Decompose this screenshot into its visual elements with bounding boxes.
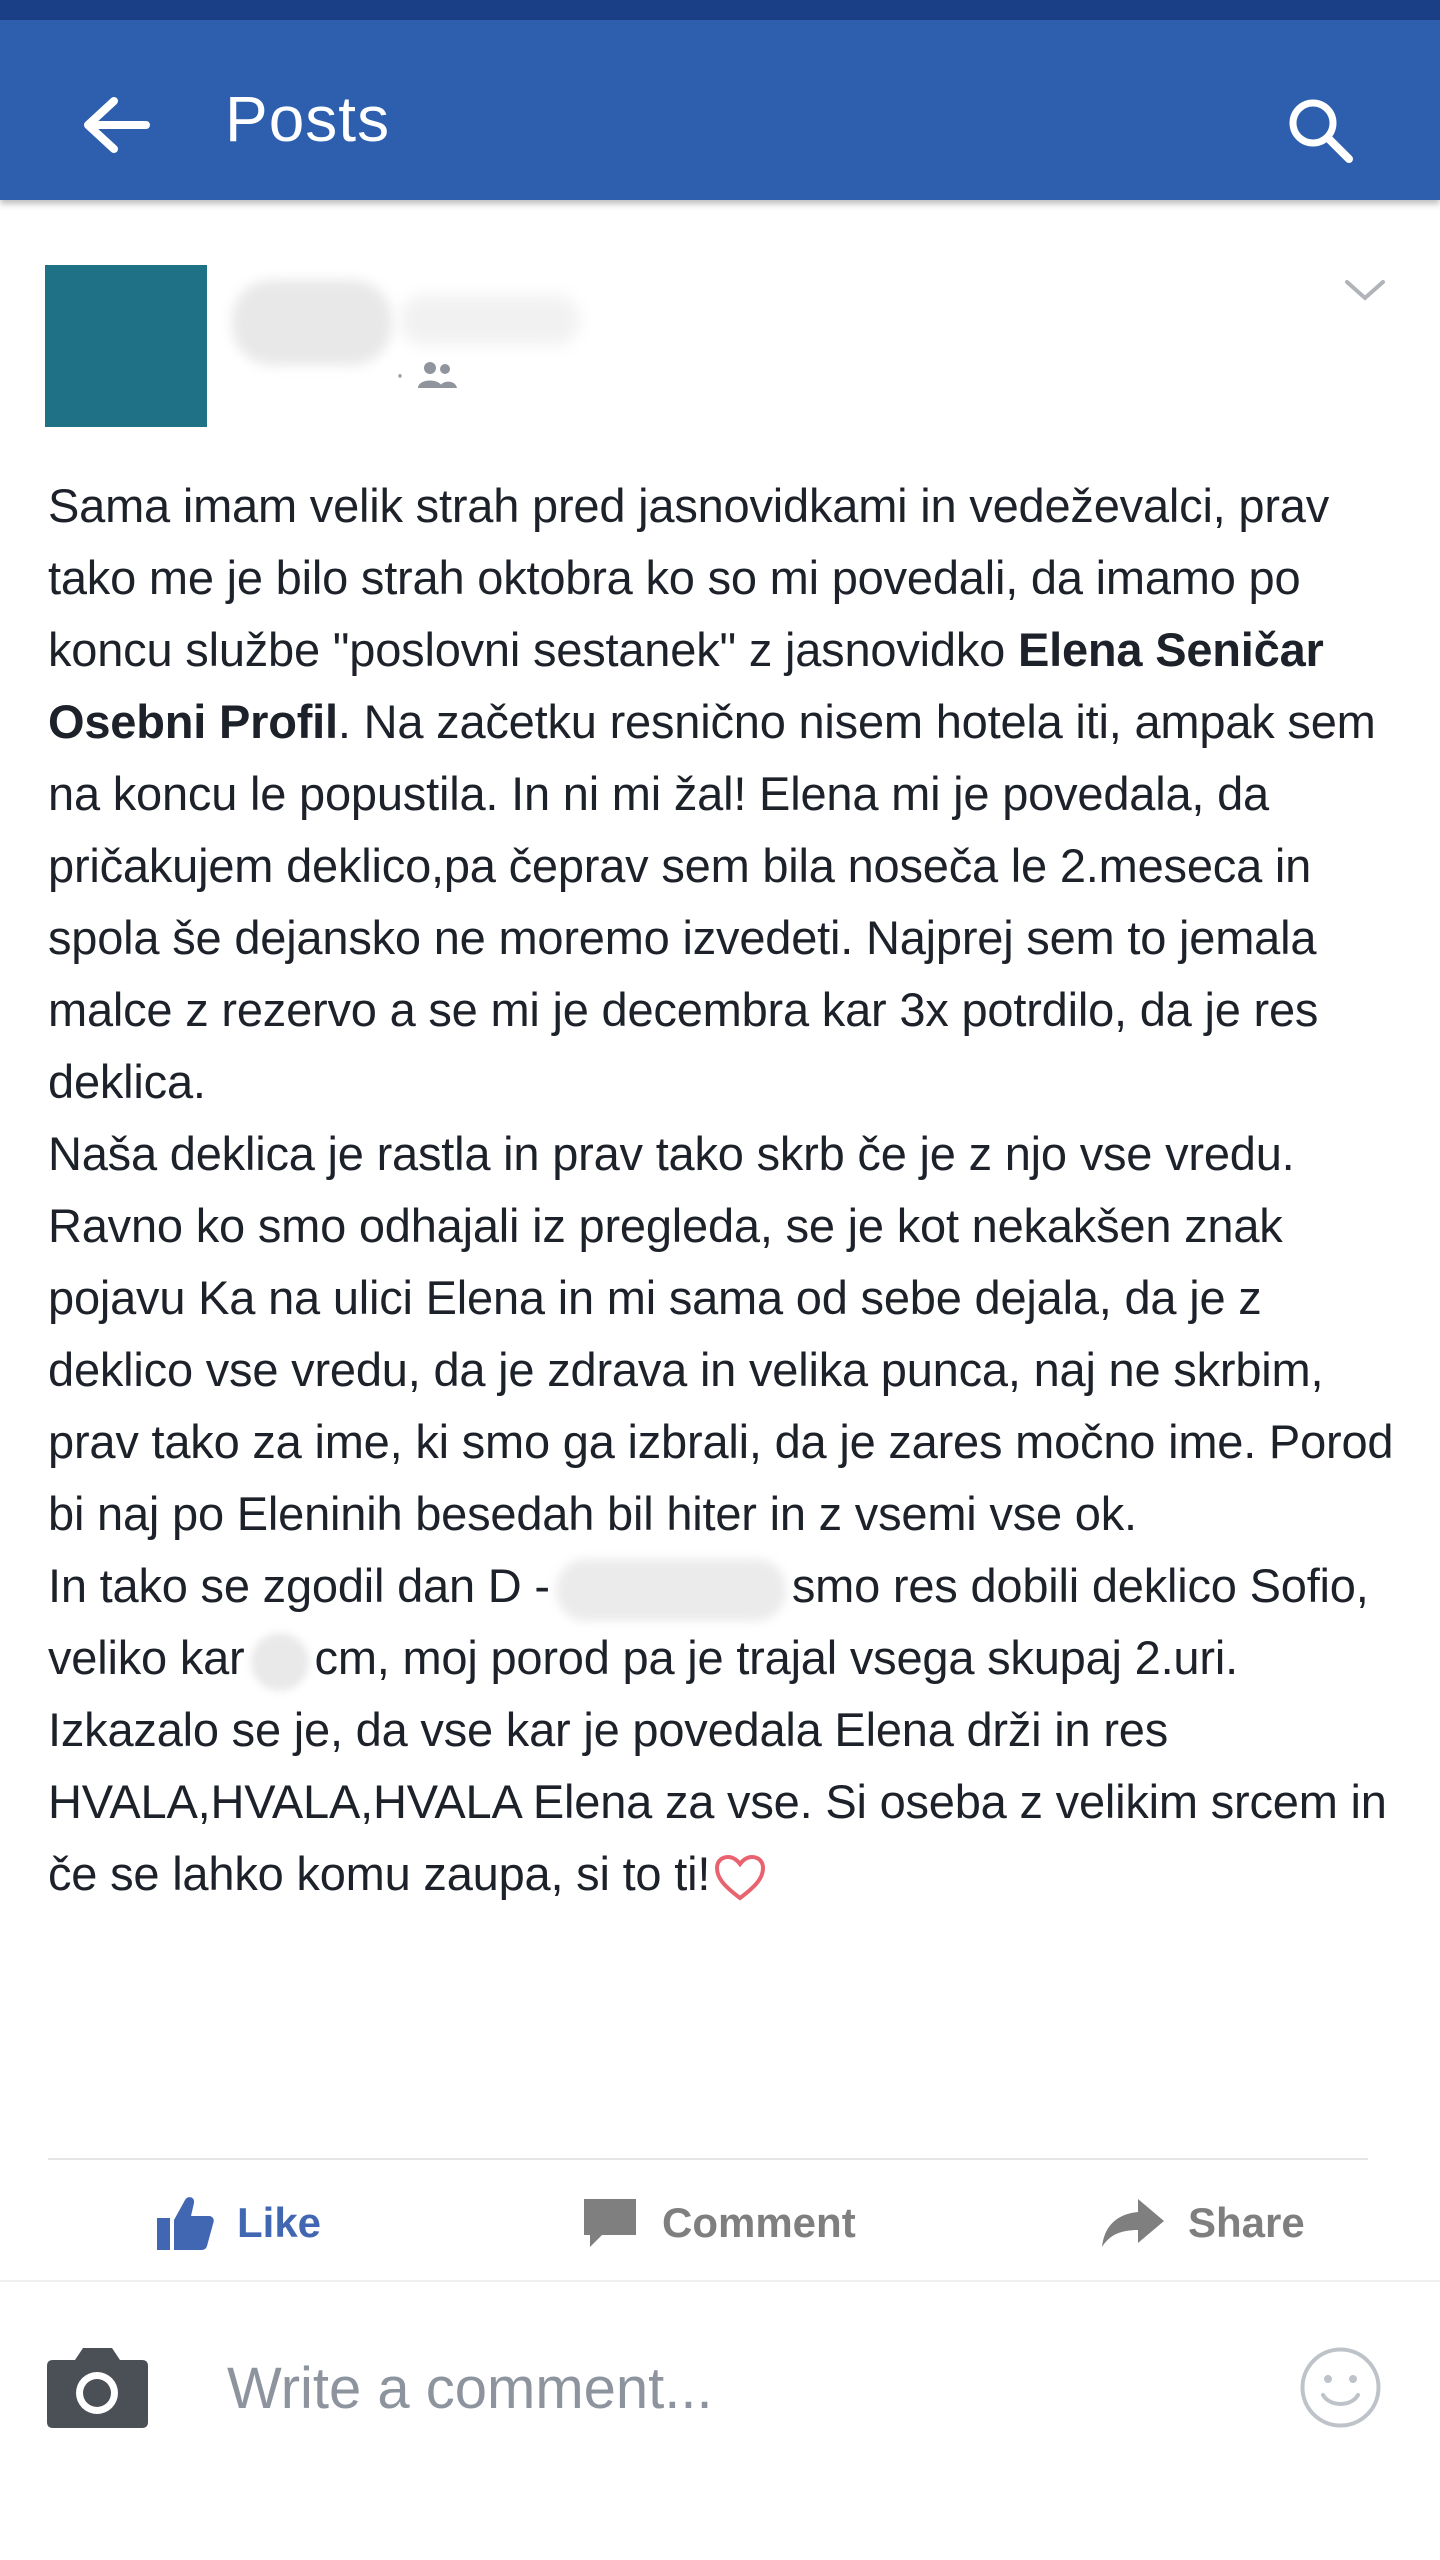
post-meta (395, 358, 459, 392)
redacted-size (251, 1633, 309, 1691)
share-arrow-icon (1100, 2197, 1166, 2249)
thumbs-up-icon (155, 2194, 215, 2252)
post-actions (0, 2170, 1440, 2270)
emoji-button[interactable] (1298, 2345, 1383, 2430)
comment-input[interactable] (225, 2350, 1249, 2427)
divider (48, 2158, 1368, 2160)
author-name-redacted[interactable] (232, 280, 392, 365)
smiley-icon (1298, 2345, 1383, 2430)
camera-icon (45, 2340, 150, 2430)
comment-button[interactable] (580, 2190, 856, 2255)
avatar[interactable] (45, 265, 207, 427)
like-label: Like (237, 2198, 322, 2246)
comment-icon (580, 2195, 640, 2251)
author-name-redacted-extra (400, 295, 580, 345)
share-button[interactable] (1100, 2190, 1305, 2255)
app-bar (0, 20, 1440, 200)
post-paragraph-3: In tako se zgodil dan D - smo res dobili deklico Sofio, veliko kar cm, moj porod pa je trajal vsega skupaj 2.uri. (48, 1550, 1408, 1694)
meta-separator: · (395, 358, 405, 391)
like-button[interactable] (155, 2190, 321, 2255)
back-button[interactable] (70, 80, 160, 170)
post-paragraph-4: Izkazalo se je, da vse kar je povedala Elena drži in res HVALA,HVALA,HVALA Elena za vse. Si oseba z velikim srcem in če se lahko komu zaupa, si to ti! (48, 1703, 1387, 1900)
mention-link[interactable]: Elena Seničar Osebni Profil (48, 623, 1324, 748)
share-label: Share (1188, 2198, 1305, 2246)
heart-icon (714, 1854, 766, 1902)
search-icon (1285, 95, 1355, 165)
arrow-left-icon (80, 95, 150, 155)
post-options-button[interactable] (1335, 265, 1395, 315)
post-text (48, 470, 1408, 1910)
page-title: Posts (225, 83, 391, 155)
comment-label: Comment (662, 2198, 856, 2246)
friends-audience-icon (415, 360, 459, 390)
post-paragraph-2: Naša deklica je rastla in prav tako skrb če je z njo vse vredu. Ravno ko smo odhajali iz pregleda, se je kot nekakšen znak pojavu Ka na ulici Elena in mi sama od sebe dejala, da je z deklico vse vredu, da je zdrava in velika punca, naj ne skrbim, prav tako za ime, ki smo ga izbrali, da je zares močno ime. Porod bi naj po Eleninih besedah bil hiter in z vsemi vse ok. (48, 1127, 1394, 1540)
divider (0, 2280, 1440, 2282)
comment-composer (0, 2300, 1440, 2470)
status-bar (0, 0, 1440, 20)
redacted-date (556, 1559, 786, 1621)
post-header (0, 225, 1440, 455)
camera-button[interactable] (45, 2340, 150, 2430)
chevron-down-icon (1343, 278, 1387, 302)
search-button[interactable] (1280, 90, 1360, 170)
post-paragraph-1: Sama imam velik strah pred jasnovidkami in vedeževalci, prav tako me je bilo strah oktobra ko so mi povedali, da imamo po koncu službe "poslovni sestanek" z jasnovidko Elena Seničar Osebni Profil. Na začetku resnično nisem hotela iti, ampak sem na koncu le popustila. In ni mi žal! Elena mi je povedala, da pričakujem deklico,pa čeprav sem bila noseča le 2.meseca in spola še dejansko ne moremo izvedeti. Najprej sem to jemala malce z rezervo a se mi je decembra kar 3x potrdilo, da je res deklica. (48, 479, 1376, 1108)
